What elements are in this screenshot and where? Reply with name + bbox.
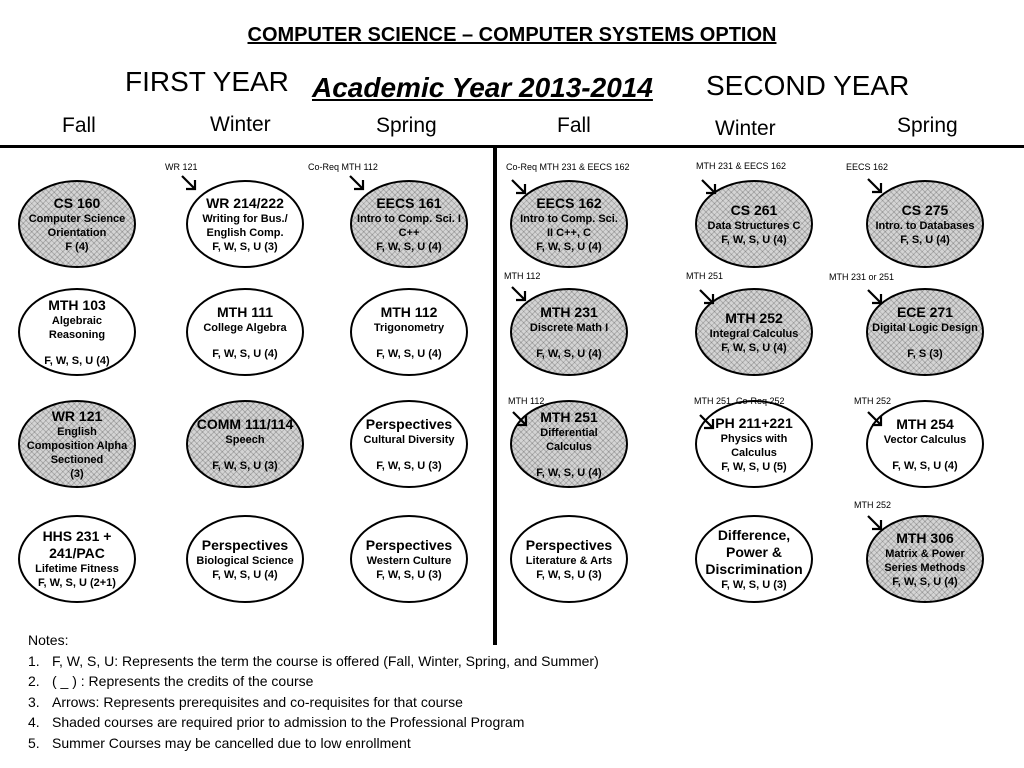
note-item <box>28 692 599 713</box>
prereq-label: EECS 162 <box>846 162 889 172</box>
course-terms: F, W, S, U (3) <box>376 459 442 472</box>
course-terms: F, W, S, U (4) <box>376 240 442 253</box>
course-code: Perspectives <box>365 536 453 553</box>
course-code: Perspectives <box>201 536 289 553</box>
year-divider <box>493 148 497 645</box>
arrow-icon <box>866 288 884 306</box>
course-terms: F, W, S, U (4) <box>536 466 602 479</box>
first-year-heading: FIRST YEAR <box>125 66 289 97</box>
course-description: Matrix & Power Series Methods <box>884 547 966 574</box>
term-heading: Spring <box>897 114 958 137</box>
term-heading: Winter <box>715 117 776 140</box>
note-text: ( _ ) : Represents the credits of the course <box>52 673 314 689</box>
arrow-icon <box>700 178 718 196</box>
course-description: Digital Logic Design <box>872 321 978 334</box>
course-code: MTH 306 <box>896 529 954 546</box>
note-text: Arrows: Represents prerequisites and co-requisites for that course <box>52 693 463 710</box>
prereq-label: Co-Req MTH 231 & EECS 162 <box>506 162 630 172</box>
arrow-icon <box>348 174 366 192</box>
course-terms: F, W, S, U (4) <box>892 575 958 588</box>
prereq-label: MTH 251 <box>686 271 724 281</box>
course-description: Discrete Math I <box>529 321 609 334</box>
course-terms: F, W, S, U (3) <box>376 568 442 581</box>
course-oval <box>350 400 468 488</box>
course-code: ECE 271 <box>896 303 954 320</box>
course-description: English Composition Alpha Sectioned <box>26 425 128 466</box>
course-description: Data Structures C <box>707 219 801 232</box>
course-terms: F, W, S, U (3) <box>536 568 602 581</box>
course-description: Algebraic Reasoning <box>48 314 106 341</box>
course-description: Differential Calculus <box>540 426 598 453</box>
course-oval <box>186 288 304 376</box>
course-code: Difference, Power & Discrimination <box>705 526 803 577</box>
prereq-label: MTH 252 <box>854 396 892 406</box>
term-heading: Fall <box>557 114 591 137</box>
course-oval <box>18 288 136 376</box>
note-item <box>28 651 599 672</box>
arrow-icon <box>180 174 198 192</box>
course-terms: F, W, S, U (4) <box>892 459 958 472</box>
note-number: 4. <box>28 714 40 730</box>
arrow-icon <box>698 413 716 431</box>
note-number: 2. <box>28 673 40 689</box>
prereq-label: MTH 231 or 251 <box>829 272 895 282</box>
course-terms: F, W, S, U (4) <box>212 568 278 581</box>
course-oval <box>18 180 136 268</box>
course-description: Cultural Diversity <box>363 433 455 446</box>
course-oval <box>18 515 136 603</box>
course-oval <box>350 515 468 603</box>
course-terms: F, W, S, U (4) <box>721 341 787 354</box>
course-description: Vector Calculus <box>883 433 967 446</box>
course-terms: F, W, S, U (4) <box>536 240 602 253</box>
course-code: Perspectives <box>525 536 613 553</box>
notes-section <box>28 630 599 753</box>
header-divider <box>0 145 1024 148</box>
course-oval <box>18 400 136 488</box>
prereq-label: MTH 252 <box>854 500 892 510</box>
course-code: MTH 252 <box>725 309 783 326</box>
course-code: PH 211+221 <box>715 414 793 431</box>
course-description: Biological Science <box>196 554 294 567</box>
arrow-icon <box>510 285 528 303</box>
note-text: Summer Courses may be cancelled due to low enrollment <box>52 734 411 751</box>
note-text: Shaded courses are required prior to admission to the Professional Program <box>52 714 525 730</box>
course-code: Perspectives <box>365 415 453 432</box>
course-code: MTH 251 <box>540 408 598 425</box>
note-item <box>28 733 599 754</box>
prereq-label: MTH 251, Co-Req 252 <box>694 396 785 406</box>
course-terms: F, W, S, U (3) <box>721 578 787 591</box>
course-code: MTH 231 <box>540 303 598 320</box>
course-description: Literature & Arts <box>525 554 613 567</box>
course-code: WR 214/222 <box>206 194 284 211</box>
course-terms: F, W, S, U (3) <box>212 459 278 472</box>
course-oval <box>186 180 304 268</box>
course-code: CS 160 <box>53 194 101 211</box>
course-terms: F, W, S, U (4) <box>721 233 787 246</box>
prereq-label: MTH 112 <box>504 271 541 281</box>
course-oval <box>350 180 468 268</box>
arrow-icon <box>510 178 528 196</box>
course-description: Intro. to Databases <box>875 219 975 232</box>
course-terms: F, W, S, U (4) <box>376 347 442 360</box>
course-description: Intro to Comp. Sci. I C++ <box>357 212 461 239</box>
course-oval <box>186 400 304 488</box>
course-terms: F, S, U (4) <box>900 233 950 246</box>
course-code: MTH 112 <box>380 303 438 320</box>
note-number: 1. <box>28 652 40 669</box>
course-description: Writing for Bus./ English Comp. <box>202 212 288 239</box>
course-terms: F, W, S, U (4) <box>44 354 110 367</box>
course-terms: F, W, S, U (4) <box>212 347 278 360</box>
course-code: HHS 231 + 241/PAC <box>42 528 112 561</box>
page-title: COMPUTER SCIENCE – COMPUTER SYSTEMS OPTION <box>247 24 777 46</box>
course-terms: F, W, S, U (4) <box>536 347 602 360</box>
course-code: EECS 161 <box>376 194 442 211</box>
course-code: MTH 103 <box>48 296 106 313</box>
course-description: Speech <box>225 433 265 446</box>
course-description: Trigonometry <box>373 321 445 334</box>
course-description: Integral Calculus <box>709 327 799 340</box>
academic-year-heading: Academic Year 2013-2014 <box>312 72 653 103</box>
note-item <box>28 712 599 733</box>
notes-heading: Notes: <box>28 632 69 648</box>
arrow-icon <box>866 177 884 195</box>
course-terms: (3) <box>70 467 84 480</box>
prereq-label: MTH 112 <box>508 396 545 406</box>
course-code: COMM 111/114 <box>196 415 294 432</box>
second-year-heading: SECOND YEAR <box>706 70 910 101</box>
arrow-icon <box>698 288 716 306</box>
course-terms: F (4) <box>65 240 89 253</box>
note-item <box>28 671 599 692</box>
course-terms: F, W, S, U (3) <box>212 240 278 253</box>
term-heading: Spring <box>376 114 437 137</box>
arrow-icon <box>866 514 884 532</box>
arrow-icon <box>511 410 529 428</box>
course-description: Intro to Comp. Sci. II C++, C <box>520 212 618 239</box>
prereq-label: Co-Req MTH 112 <box>308 162 378 172</box>
note-text: F, W, S, U: Represents the term the course is offered (Fall, Winter, Spring, and Summer) <box>52 652 599 669</box>
prereq-label: MTH 231 & EECS 162 <box>696 161 787 171</box>
course-code: CS 261 <box>730 201 778 218</box>
course-terms: F, S (3) <box>907 347 943 360</box>
arrow-icon <box>866 410 884 428</box>
prereq-label: WR 121 <box>165 162 198 172</box>
course-description: Lifetime Fitness <box>35 563 119 575</box>
note-number: 3. <box>28 693 40 710</box>
course-description: Western Culture <box>366 554 452 567</box>
course-description: Physics with Calculus <box>720 432 788 459</box>
note-number: 5. <box>28 734 40 751</box>
course-code: MTH 111 <box>216 303 274 320</box>
course-oval <box>350 288 468 376</box>
term-heading: Winter <box>210 113 271 136</box>
course-code: CS 275 <box>901 201 949 218</box>
course-oval <box>510 515 628 603</box>
course-code: EECS 162 <box>536 194 602 211</box>
course-oval <box>186 515 304 603</box>
course-oval <box>695 515 813 603</box>
course-terms: F, W, S, U (5) <box>721 460 787 473</box>
course-code: WR 121 <box>51 407 103 424</box>
course-code: MTH 254 <box>896 415 954 432</box>
term-heading: Fall <box>62 114 96 137</box>
course-description: College Algebra <box>203 321 287 334</box>
course-description: Computer Science Orientation <box>28 212 126 239</box>
course-terms: F, W, S, U (2+1) <box>38 577 116 589</box>
